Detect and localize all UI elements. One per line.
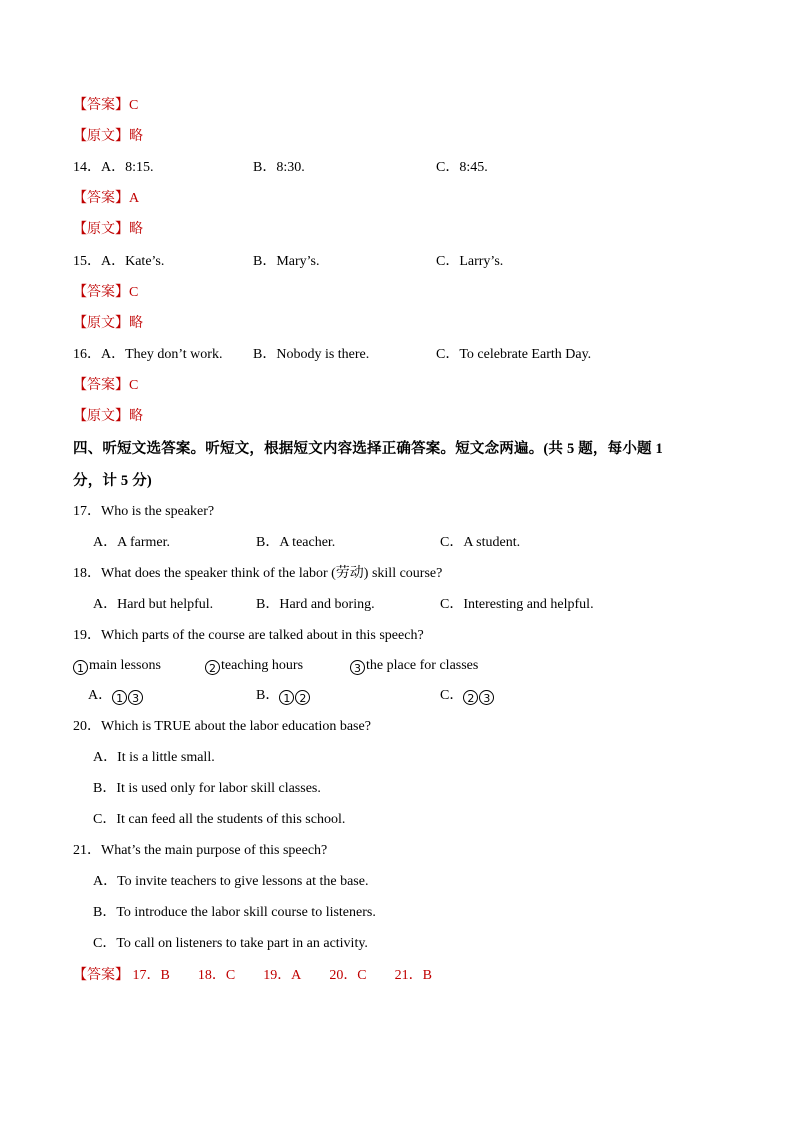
original-line <box>73 407 734 427</box>
original-label: 【原文】 <box>73 129 129 144</box>
option-b: B．Mary’s. <box>253 254 320 269</box>
option-c: C．It can feed all the students of this school. <box>93 812 346 827</box>
section-heading-line2: 分，计 5 分) <box>73 473 152 489</box>
answer-value: C <box>129 378 139 393</box>
option-c: C．A student. <box>440 535 521 550</box>
option-b: B．To introduce the labor skill course to listeners. <box>93 905 376 920</box>
answer-20: 20．C <box>329 968 367 983</box>
answer-18: 18．C <box>197 968 236 983</box>
circled-number: 3 <box>350 660 365 675</box>
option-a: A．8:15. <box>101 160 154 175</box>
answer-19: 19．A <box>263 968 302 983</box>
original-line <box>73 314 734 334</box>
question-20-stem: 20．Which is TRUE about the labor education base? <box>73 719 371 734</box>
option-c: C．8:45. <box>436 160 488 175</box>
item-text: main lessons <box>89 658 161 673</box>
question-number: 16． <box>73 347 101 362</box>
answer-17: 17．B <box>132 968 170 983</box>
option-a: A．To invite teachers to give lessons at the base. <box>93 874 369 889</box>
option-c: C．Larry’s. <box>436 254 504 269</box>
option-a-label: A． <box>88 688 113 703</box>
answer-label: 【答案】 <box>73 191 129 206</box>
option-c: C．To celebrate Earth Day. <box>436 347 592 362</box>
original-value: 略 <box>129 222 143 237</box>
option-b: B．Nobody is there. <box>253 347 370 362</box>
original-line <box>73 220 734 240</box>
answer-line <box>73 189 734 209</box>
question-19-stem: 19．Which parts of the course are talked about in this speech? <box>73 628 424 643</box>
answer-21: 21．B <box>394 968 432 983</box>
original-value: 略 <box>129 409 143 424</box>
final-answer-line <box>73 966 734 986</box>
answer-line <box>73 376 734 396</box>
circled-number: 3 <box>128 690 143 705</box>
answer-label: 【答案】 <box>73 968 129 983</box>
circled-number: 2 <box>295 690 310 705</box>
circled-number: 1 <box>279 690 294 705</box>
answer-value: A <box>129 191 140 206</box>
option-b: B．It is used only for labor skill classes. <box>93 781 321 796</box>
item-text: the place for classes <box>366 658 479 673</box>
option-b: B．Hard and boring. <box>256 597 375 612</box>
answer-label: 【答案】 <box>73 378 129 393</box>
answer-value: C <box>129 285 139 300</box>
circled-number: 3 <box>479 690 494 705</box>
option-a: A．A farmer. <box>93 535 170 550</box>
item-text: teaching hours <box>221 658 304 673</box>
option-a: A．They don’t work. <box>101 347 223 362</box>
option-b-label: B． <box>256 688 280 703</box>
question-21-stem: 21．What’s the main purpose of this speech? <box>73 843 328 858</box>
option-c-label: C． <box>440 688 464 703</box>
section-heading-line1: 四、听短文选答案。听短文，根据短文内容选择正确答案。短文念两遍。(共 5 题，每小题 1 <box>73 441 663 457</box>
answer-line <box>73 96 734 116</box>
option-c: C．Interesting and helpful. <box>440 597 594 612</box>
option-b: B．A teacher. <box>256 535 336 550</box>
original-label: 【原文】 <box>73 316 129 331</box>
answer-value: C <box>129 98 139 113</box>
answer-line <box>73 283 734 303</box>
original-label: 【原文】 <box>73 409 129 424</box>
option-b: B．8:30. <box>253 160 305 175</box>
original-value: 略 <box>129 316 143 331</box>
circled-number: 2 <box>463 690 478 705</box>
original-line <box>73 127 734 147</box>
final-answers <box>129 968 460 983</box>
option-a: A．Hard but helpful. <box>93 597 214 612</box>
circled-number: 1 <box>73 660 88 675</box>
answer-label: 【答案】 <box>73 285 129 300</box>
circled-number: 1 <box>112 690 127 705</box>
option-a: A．It is a little small. <box>93 750 215 765</box>
original-label: 【原文】 <box>73 222 129 237</box>
answer-label: 【答案】 <box>73 98 129 113</box>
question-number: 14． <box>73 160 101 175</box>
original-value: 略 <box>129 129 143 144</box>
option-a: A．Kate’s. <box>101 254 165 269</box>
option-c: C．To call on listeners to take part in an activity. <box>93 936 368 951</box>
question-17-stem: 17．Who is the speaker? <box>73 504 215 519</box>
question-18-stem: 18．What does the speaker think of the labor (劳动) skill course? <box>73 566 443 581</box>
circled-number: 2 <box>205 660 220 675</box>
question-number: 15． <box>73 254 101 269</box>
